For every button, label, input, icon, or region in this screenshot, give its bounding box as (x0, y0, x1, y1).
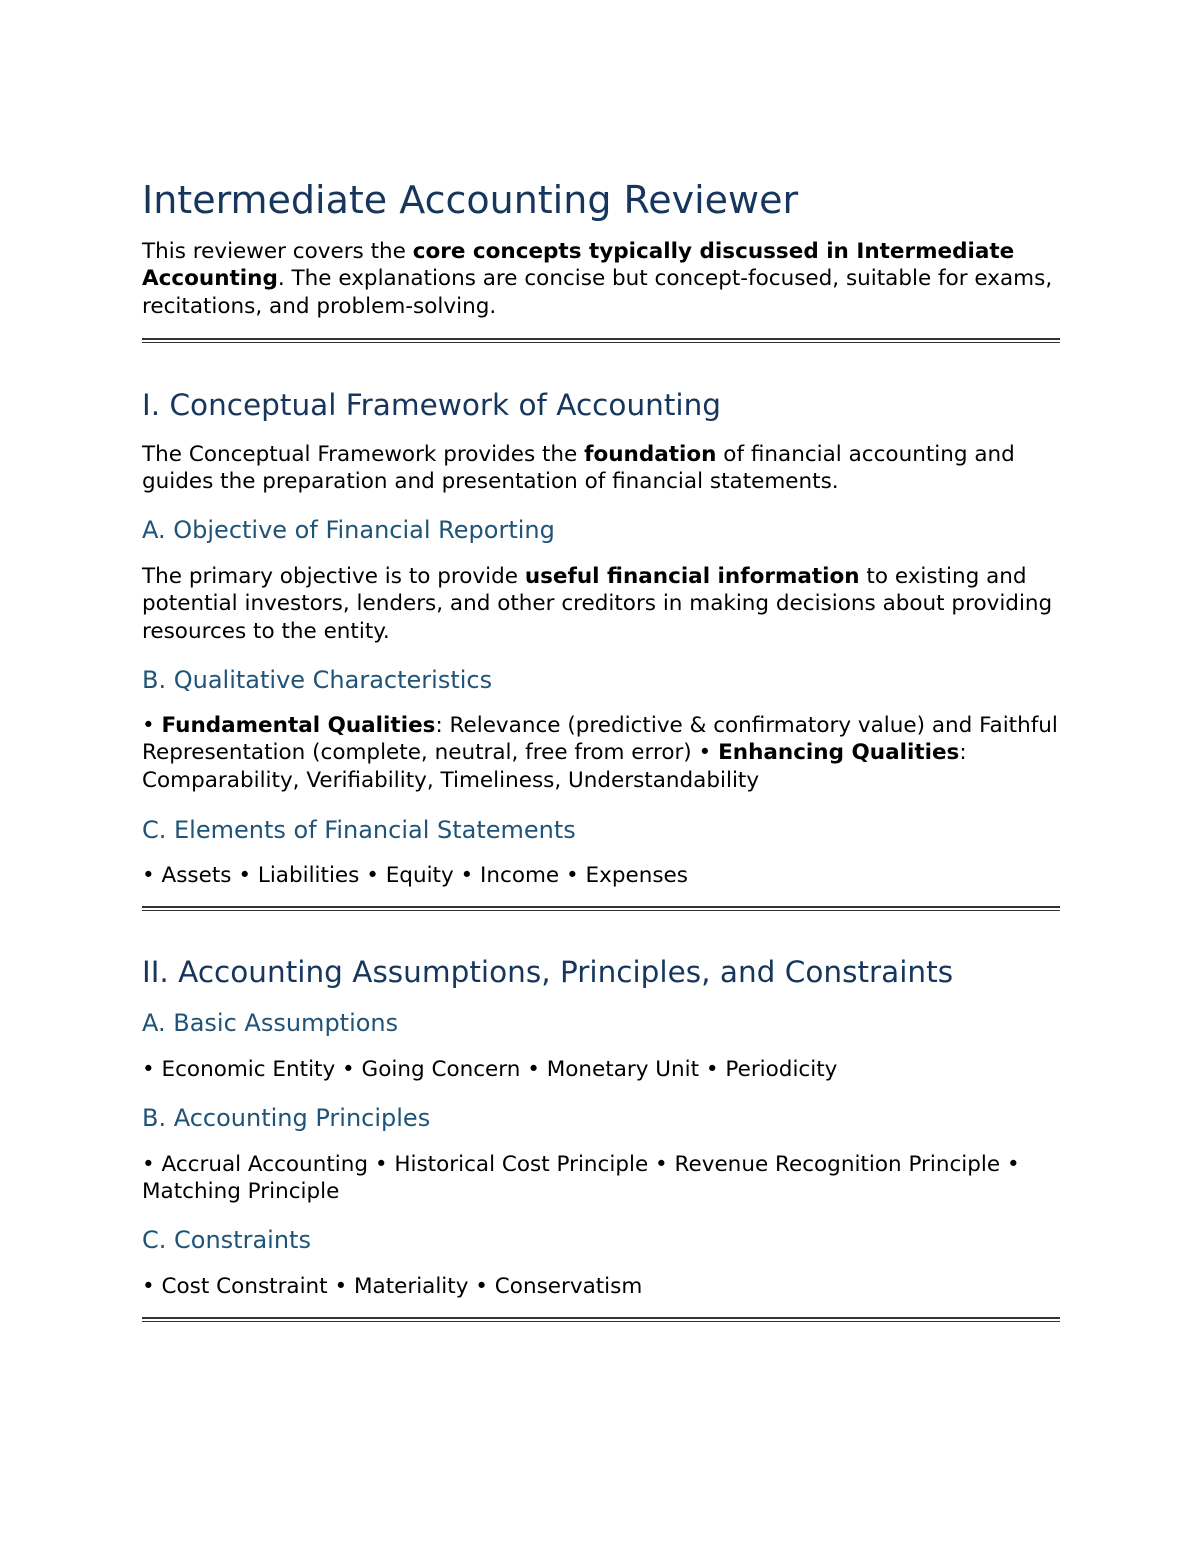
section-divider-2 (142, 906, 1060, 911)
section-1-intro-text-1: The Conceptual Framework provides the (142, 442, 585, 467)
intro-text-1: This reviewer covers the (142, 239, 413, 264)
section-divider-3 (142, 1317, 1060, 1322)
principles-list: • Accrual Accounting • Historical Cost Principle • Revenue Recognition Principle • Matching Principle (142, 1152, 1020, 1205)
qualitative-paragraph (142, 712, 1060, 794)
elements-list: • Assets • Liabilities • Equity • Income • Expenses (142, 863, 688, 888)
qualitative-bullet-2: • (698, 740, 719, 766)
objective-text-2: to existing and potential investors, lenders, and other creditors in making decisions about providing resources to the entity. (142, 564, 1053, 644)
fundamental-qualities-text: : Relevance (predictive & confirmatory value) and Faithful Representation (complete, neutral, free from error) (142, 713, 1058, 766)
section-1-intro (142, 441, 1060, 496)
objective-paragraph (142, 563, 1060, 645)
objective-heading: A. Objective of Financial Reporting (142, 516, 555, 544)
section-1-intro-bold: foundation (584, 442, 717, 467)
section-2-heading: II. Accounting Assumptions, Principles, and Constraints (142, 955, 954, 989)
fundamental-qualities-label: Fundamental Qualities (161, 713, 436, 738)
enhancing-qualities-label: Enhancing Qualities (718, 740, 960, 766)
document-title: Intermediate Accounting Reviewer (142, 178, 799, 222)
objective-text-1: The primary objective is to provide (142, 564, 525, 589)
section-1-heading: I. Conceptual Framework of Accounting (142, 388, 722, 422)
assumptions-list: • Economic Entity • Going Concern • Monetary Unit • Periodicity (142, 1057, 838, 1082)
intro-paragraph (142, 238, 1060, 320)
constraints-heading: C. Constraints (142, 1226, 311, 1254)
section-1-intro-text-2: of financial accounting and guides the preparation and presentation of financial statements. (142, 442, 1015, 495)
section-divider-1 (142, 338, 1060, 343)
elements-heading: C. Elements of Financial Statements (142, 816, 576, 844)
principles-heading: B. Accounting Principles (142, 1104, 431, 1132)
objective-bold: useful financial information (524, 564, 860, 589)
assumptions-heading: A. Basic Assumptions (142, 1009, 399, 1037)
enhancing-qualities-text: : Comparability, Verifiability, Timeliness, Understandability (142, 740, 967, 793)
intro-text-2: . The explanations are concise but concept-focused, suitable for exams, recitations, and problem-solving. (142, 266, 1053, 319)
qualitative-heading: B. Qualitative Characteristics (142, 666, 493, 694)
qualitative-bullet-1: • (142, 713, 162, 738)
intro-bold: core concepts typically discussed in Intermediate Accounting (142, 239, 1015, 292)
constraints-list: • Cost Constraint • Materiality • Conservatism (142, 1274, 643, 1299)
